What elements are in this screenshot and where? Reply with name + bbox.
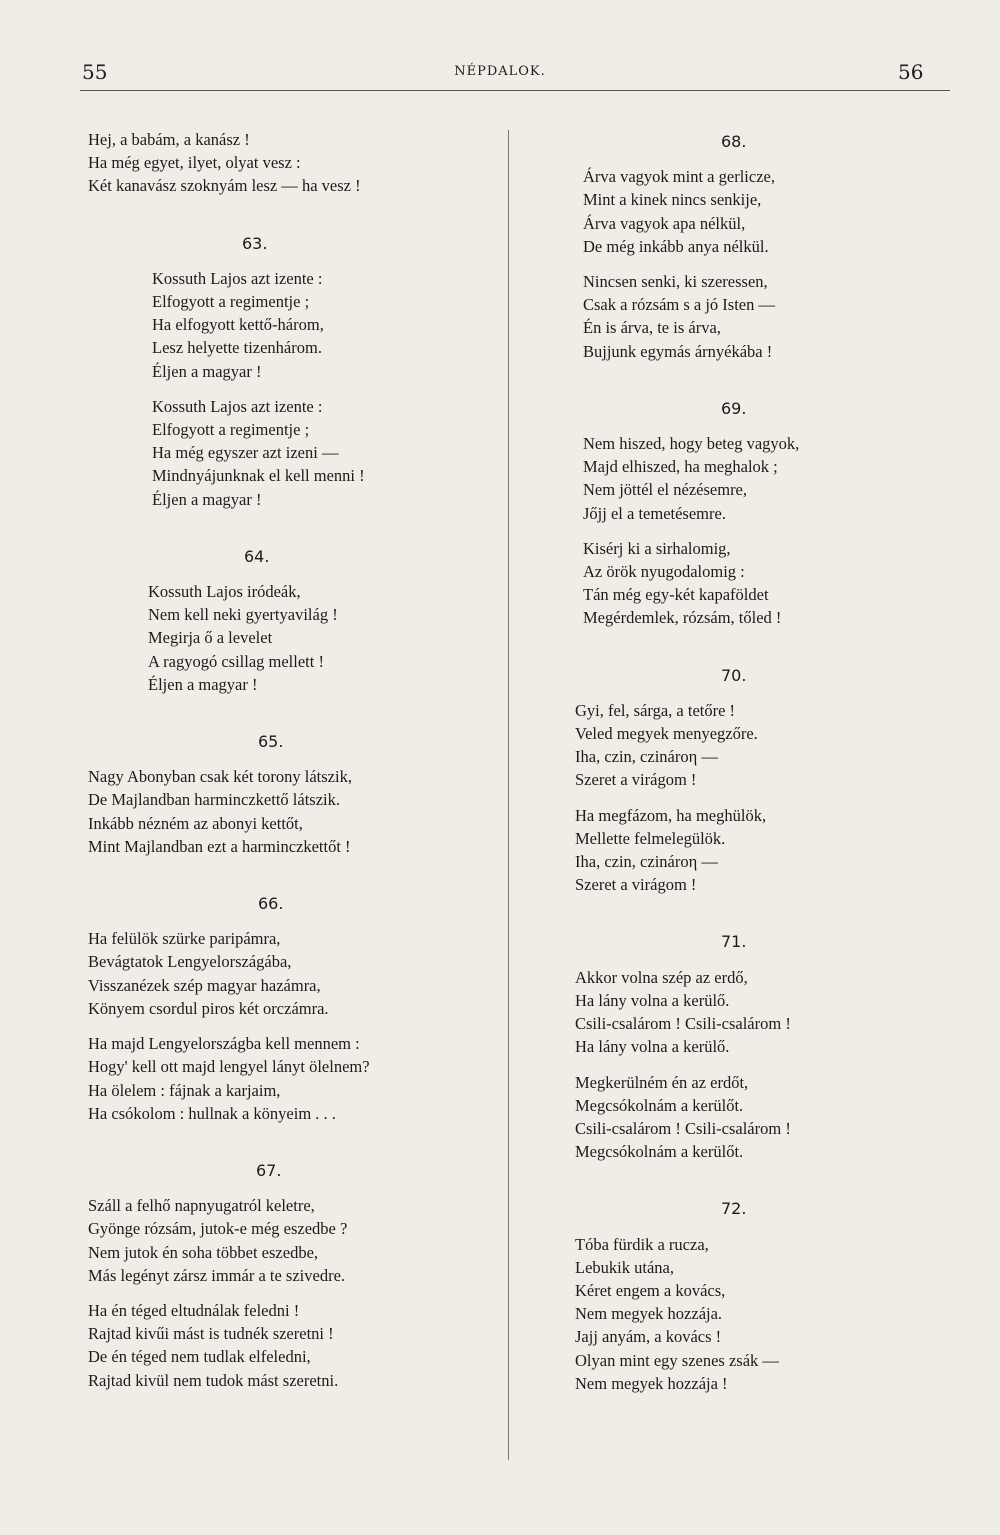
left-page-number: 55 (82, 60, 108, 84)
verse-line: Ha felülök szürke paripámra, (88, 929, 281, 949)
page-header (0, 0, 1000, 95)
verse-line: Árva vagyok apa nélkül, (583, 213, 746, 233)
stanza (88, 1032, 500, 1125)
verse-line: Tán még egy-két kapaföldet (583, 585, 769, 605)
verse-line: Jajj anyám, a kovács ! (575, 1327, 722, 1347)
stanza (575, 804, 915, 897)
verse-line: Veled megyek menyegzőre. (575, 724, 758, 744)
stanza (152, 267, 500, 383)
verse-line: Éljen a magyar ! (148, 674, 258, 694)
intro-stanza (88, 128, 500, 198)
verse-line: Én is árva, te is árva, (583, 318, 721, 338)
stanza (152, 395, 500, 511)
verse-line: Ha lány volna a kerülő. (575, 990, 730, 1010)
poem-number: 70. (721, 665, 747, 685)
verse-line: Mint a kinek nincs senkije, (583, 190, 762, 210)
verse-line: Ha majd Lengyelországba kell mennem : (88, 1034, 360, 1054)
verse-line: Lebukik utána, (575, 1257, 674, 1277)
poem-number: 65. (258, 732, 284, 752)
verse-line: Jőjj el a temetésemre. (583, 503, 726, 523)
stanza (88, 1299, 500, 1392)
verse-line: Árva vagyok mint a gerlicze, (583, 167, 775, 187)
poem-number: 63. (242, 233, 268, 253)
verse-line: Nagy Abonyban csak két torony látszik, (88, 767, 352, 787)
verse-line: De én téged nem tudlak elfeledni, (88, 1347, 311, 1367)
poem-number: 71. (721, 932, 747, 952)
verse-line: Csili-csalárom ! Csili-csalárom ! (575, 1014, 791, 1034)
verse-line: A ragyogó csillag mellett ! (148, 651, 324, 671)
verse-line: Megcsókolnám a kerülőt. (575, 1142, 744, 1162)
stanza (583, 537, 915, 630)
verse-line: Nincsen senki, ki szeressen, (583, 272, 768, 292)
verse-line: Könyem csordul piros két orczámra. (88, 998, 329, 1018)
verse-line: Szeret a virágom ! (575, 770, 697, 790)
verse-line: Iha, czin, czinároη — (575, 747, 718, 767)
verse-line: Lesz helyette tizenhárom. (152, 338, 322, 358)
verse-line: Rajtad kivül nem tudok mást szeretni. (88, 1370, 339, 1390)
poem-68 (575, 130, 915, 363)
verse-line: Ha még egyszer azt izeni — (152, 443, 339, 463)
poem-69 (575, 397, 915, 630)
verse-line: Csak a rózsám s a jó Isten — (583, 295, 775, 315)
poem-66 (88, 892, 500, 1125)
verse-line: Elfogyott a regimentje ; (152, 420, 310, 440)
stanza (575, 966, 915, 1059)
poem-number: 72. (721, 1199, 747, 1219)
verse-line: Majd elhiszed, ha meghalok ; (583, 457, 778, 477)
poem-71 (575, 930, 915, 1163)
poem-70 (575, 664, 915, 897)
verse-line: Ha még egyet, ilyet, olyat vesz : (88, 153, 301, 173)
verse-line: Megirja ő a levelet (148, 628, 273, 648)
poem-63 (88, 232, 500, 511)
verse-line: Száll a felhő napnyugatról keletre, (88, 1196, 315, 1216)
verse-line: Nem megyek hozzája. (575, 1304, 723, 1324)
verse-line: Ha ölelem : fájnak a karjaim, (88, 1080, 281, 1100)
poem-number: 67. (256, 1160, 282, 1180)
verse-line: Nem jutok én soha többet eszedbe, (88, 1242, 319, 1262)
verse-line: Mint Majlandban ezt a harminczkettőt ! (88, 836, 351, 856)
stanza (583, 432, 915, 525)
verse-line: Csili-csalárom ! Csili-csalárom ! (575, 1118, 791, 1138)
verse-line: Akkor volna szép az erdő, (575, 967, 748, 987)
column-divider (508, 130, 509, 1460)
verse-line: Nem hiszed, hogy beteg vagyok, (583, 434, 800, 454)
verse-line: Mindnyájunknak el kell menni ! (152, 466, 365, 486)
verse-line: Kossuth Lajos iródeák, (148, 582, 301, 602)
stanza (575, 699, 915, 792)
verse-line: Megcsókolnám a kerülőt. (575, 1095, 744, 1115)
poem-number: 69. (721, 398, 747, 418)
poem-64 (88, 545, 500, 696)
verse-line: Két kanavász szoknyám lesz — ha vesz ! (88, 176, 361, 196)
verse-line: Olyan mint egy szenes zsák — (575, 1350, 779, 1370)
left-column (88, 128, 500, 1404)
verse-line: Iha, czin, czinároη — (575, 852, 718, 872)
verse-line: Éljen a magyar ! (152, 361, 262, 381)
verse-line: Éljen a magyar ! (152, 489, 262, 509)
verse-line: Más legényt zársz immár a te szivedre. (88, 1265, 346, 1285)
verse-line: Ha csókolom : hullnak a könyeim . . . (88, 1103, 336, 1123)
verse-line: Tóba fürdik a rucza, (575, 1234, 709, 1254)
verse-line: Szeret a virágom ! (575, 875, 697, 895)
poem-number: 66. (258, 894, 284, 914)
poem-number: 64. (244, 546, 270, 566)
verse-line: Gyi, fel, sárga, a tetőre ! (575, 700, 736, 720)
verse-line: Nem kell neki gyertyavilág ! (148, 605, 338, 625)
verse-line: Ha megfázom, ha meghülök, (575, 805, 767, 825)
stanza (575, 1233, 915, 1395)
verse-line: Nem jöttél el nézésemre, (583, 480, 748, 500)
poem-67 (88, 1159, 500, 1392)
verse-line: Megérdemlek, rózsám, tőled ! (583, 608, 782, 628)
verse-line: Nem megyek hozzája ! (575, 1373, 728, 1393)
stanza (88, 765, 500, 858)
stanza (88, 1194, 500, 1287)
verse-line: Kéret engem a kovács, (575, 1280, 726, 1300)
header-rule (80, 90, 950, 91)
verse-line: Gyönge rózsám, jutok-e még eszedbe ? (88, 1219, 348, 1239)
poem-number: 68. (721, 132, 747, 151)
running-title: NÉPDALOK. (454, 64, 546, 79)
verse-line: Visszanézek szép magyar hazámra, (88, 975, 321, 995)
verse-line: Ha én téged eltudnálak feledni ! (88, 1300, 300, 1320)
verse-line: Kisérj ki a sirhalomig, (583, 538, 731, 558)
verse-line: Kossuth Lajos azt izente : (152, 268, 323, 288)
stanza (575, 1071, 915, 1164)
poem-65 (88, 730, 500, 858)
stanza (148, 580, 500, 696)
stanza (88, 927, 500, 1020)
verse-line: Bevágtatok Lengyelországába, (88, 952, 292, 972)
verse-line: De még inkább anya nélkül. (583, 236, 769, 256)
verse-line: Az örök nyugodalomig : (583, 562, 745, 582)
right-page-number: 56 (898, 60, 924, 84)
verse-line: Bujjunk egymás árnyékába ! (583, 341, 773, 361)
verse-line: Kossuth Lajos azt izente : (152, 396, 323, 416)
verse-line: Elfogyott a regimentje ; (152, 292, 310, 312)
verse-line: Ha elfogyott kettő-három, (152, 315, 324, 335)
verse-line: Rajtad kivűi mást is tudnék szeretni ! (88, 1324, 334, 1344)
right-column (575, 130, 915, 1407)
verse-line: Mellette felmelegülök. (575, 828, 726, 848)
verse-line: De Majlandban harminczkettő látszik. (88, 790, 340, 810)
verse-line: Hogy' kell ott majd lengyel lányt ölelnem? (88, 1057, 370, 1077)
stanza (583, 165, 915, 258)
verse-line: Ha lány volna a kerülő. (575, 1037, 730, 1057)
verse-line: Megkerülném én az erdőt, (575, 1072, 749, 1092)
verse-line: Hej, a babám, a kanász ! (88, 130, 250, 149)
stanza (583, 270, 915, 363)
poem-72 (575, 1197, 915, 1395)
verse-line: Inkább nézném az abonyi kettőt, (88, 813, 303, 833)
